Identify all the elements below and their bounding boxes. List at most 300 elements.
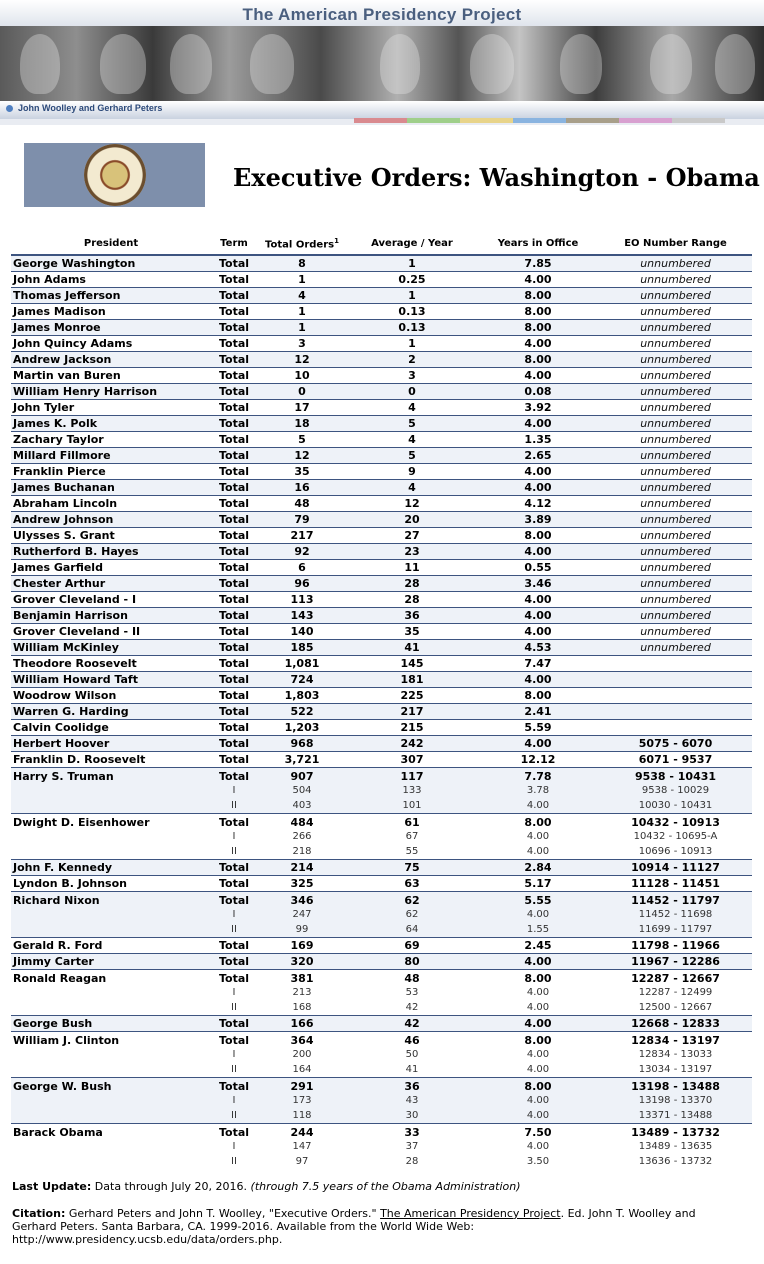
- table-row: [11, 576, 752, 592]
- years-in-office-cell: 1.35: [477, 432, 599, 448]
- eo-range-cell: unnumbered: [599, 496, 752, 512]
- term-cell: Total: [211, 892, 257, 908]
- total-orders-cell: 218: [292, 846, 312, 858]
- president-name: Abraham Lincoln: [11, 496, 211, 512]
- total-orders-cell: 1,081: [257, 656, 347, 672]
- color-tab[interactable]: [672, 118, 725, 123]
- eo-range-cell: 13198 - 13488: [599, 1078, 752, 1094]
- site-title[interactable]: The American Presidency Project: [0, 0, 764, 26]
- eo-range-cell: 10432 - 10695-A: [633, 831, 718, 843]
- average-per-year-cell: 75: [347, 860, 477, 876]
- president-name: William J. Clinton: [11, 1032, 211, 1048]
- eo-range-cell: 13636 - 13732: [638, 1156, 713, 1168]
- page-header: [0, 125, 764, 235]
- total-orders-cell: 403: [257, 799, 347, 814]
- average-per-year-cell: 35: [347, 624, 477, 640]
- eo-range-cell: 13198 - 13370: [599, 1094, 752, 1109]
- years-in-office-cell: 4.00: [477, 799, 599, 814]
- average-per-year-cell: 46: [347, 1032, 477, 1048]
- president-name: Zachary Taylor: [11, 432, 211, 448]
- total-orders-cell: 166: [257, 1016, 347, 1032]
- page-title: Executive Orders: Washington - Obama: [233, 163, 760, 192]
- total-orders-cell: 364: [257, 1032, 347, 1048]
- eo-range-cell: unnumbered: [599, 560, 752, 576]
- table-row: [11, 970, 752, 986]
- term-cell: Total: [211, 970, 257, 986]
- average-per-year-cell: 0.25: [347, 272, 477, 288]
- years-in-office-cell: 8.00: [477, 970, 599, 986]
- eo-range-cell: 12668 - 12833: [599, 1016, 752, 1032]
- years-in-office-cell: 4.00: [477, 480, 599, 496]
- total-orders-cell: 143: [257, 608, 347, 624]
- president-name: James Monroe: [11, 320, 211, 336]
- total-orders-cell: 346: [257, 892, 347, 908]
- years-in-office-cell: 5.59: [477, 720, 599, 736]
- eo-range-cell: 9538 - 10431: [599, 768, 752, 784]
- eo-range-cell: 13034 - 13197: [638, 1064, 713, 1076]
- header-average: Average / Year: [347, 235, 477, 255]
- average-per-year-cell: 69: [347, 938, 477, 954]
- color-tab[interactable]: [460, 118, 513, 123]
- total-orders-cell: 522: [257, 704, 347, 720]
- total-orders-cell: 1,803: [257, 688, 347, 704]
- eo-range-cell: 9538 - 10029: [599, 784, 752, 799]
- eo-range-cell: 10914 - 11127: [599, 860, 752, 876]
- total-orders-cell: 3: [257, 336, 347, 352]
- years-in-office-cell: 5.55: [477, 892, 599, 908]
- president-name: Martin van Buren: [11, 368, 211, 384]
- last-update-label: Last Update:: [12, 1179, 92, 1193]
- term-cell: Total: [211, 464, 257, 480]
- eo-range-cell: [599, 704, 752, 720]
- color-tab[interactable]: [513, 118, 566, 123]
- years-in-office-cell: 0.08: [477, 384, 599, 400]
- term-subrow: [11, 799, 752, 814]
- eo-range-cell: [599, 688, 752, 704]
- years-in-office-cell: 3.78: [477, 784, 599, 799]
- eo-range-cell: 12287 - 12499: [638, 987, 713, 999]
- table-row: [11, 892, 752, 908]
- years-in-office-cell: 12.12: [477, 752, 599, 768]
- table-row: [11, 954, 752, 970]
- average-per-year-cell: 117: [347, 768, 477, 784]
- term-cell: Total: [211, 704, 257, 720]
- term-cell: Total: [211, 255, 257, 272]
- table-row: [11, 814, 752, 830]
- total-orders-cell: 504: [257, 784, 347, 799]
- average-per-year-cell: 28: [405, 1156, 419, 1168]
- table-body: [11, 255, 752, 1170]
- empty-cell: [11, 1109, 211, 1124]
- years-in-office-cell: 4.00: [477, 1109, 599, 1124]
- years-in-office-cell: 3.92: [477, 400, 599, 416]
- term-cell: Total: [211, 352, 257, 368]
- president-name: William Howard Taft: [11, 672, 211, 688]
- years-in-office-cell: 8.00: [477, 320, 599, 336]
- term-cell: Total: [211, 448, 257, 464]
- term-cell: II: [231, 1156, 237, 1168]
- average-per-year-cell: 62: [347, 908, 477, 923]
- years-in-office-cell: 4.00: [526, 831, 550, 843]
- term-cell: II: [211, 1109, 257, 1124]
- term-cell: Total: [211, 592, 257, 608]
- empty-cell: [11, 1048, 211, 1063]
- average-per-year-cell: 61: [347, 814, 477, 830]
- years-in-office-cell: 2.65: [477, 448, 599, 464]
- empty-cell: [11, 1140, 211, 1155]
- total-orders-cell: 164: [292, 1064, 312, 1076]
- eo-range-cell: unnumbered: [599, 272, 752, 288]
- citation-pre: Gerhard Peters and John T. Woolley, "Executive Orders.": [68, 1206, 377, 1220]
- term-subrow: [11, 1063, 752, 1078]
- total-orders-cell: 79: [257, 512, 347, 528]
- table-row: [11, 592, 752, 608]
- total-orders-cell: 185: [257, 640, 347, 656]
- average-per-year-cell: 37: [405, 1141, 419, 1153]
- table-row: [11, 860, 752, 876]
- executive-orders-table: [11, 235, 752, 1170]
- table-row: [11, 1016, 752, 1032]
- average-per-year-cell: 0.13: [347, 320, 477, 336]
- header-term: Term: [211, 235, 257, 255]
- table-row: [11, 528, 752, 544]
- years-in-office-cell: 4.00: [526, 1141, 550, 1153]
- term-cell: Total: [211, 368, 257, 384]
- total-orders-cell: 140: [257, 624, 347, 640]
- eo-range-cell: 11452 - 11797: [599, 892, 752, 908]
- president-name: Grover Cleveland - II: [11, 624, 211, 640]
- years-in-office-cell: 4.00: [477, 592, 599, 608]
- average-per-year-cell: 181: [347, 672, 477, 688]
- total-orders-cell: 18: [257, 416, 347, 432]
- average-per-year-cell: 101: [347, 799, 477, 814]
- total-orders-cell: 484: [257, 814, 347, 830]
- empty-cell: [11, 923, 211, 938]
- president-name: Millard Fillmore: [11, 448, 211, 464]
- eo-range-cell: 10030 - 10431: [599, 799, 752, 814]
- header-total-footnote[interactable]: 1: [334, 237, 339, 245]
- eo-range-cell: 12834 - 13033: [638, 1049, 713, 1061]
- eo-range-cell: 11128 - 11451: [599, 876, 752, 892]
- header-total: [257, 235, 347, 255]
- total-orders-cell: 214: [257, 860, 347, 876]
- eo-range-cell: unnumbered: [599, 512, 752, 528]
- average-per-year-cell: 5: [347, 448, 477, 464]
- presidents-photo-collage: [0, 26, 764, 102]
- term-cell: Total: [211, 954, 257, 970]
- footer: [12, 1180, 742, 1246]
- table-row: [11, 688, 752, 704]
- president-name: Lyndon B. Johnson: [11, 876, 211, 892]
- years-in-office-cell: 8.00: [477, 814, 599, 830]
- years-in-office-cell: 8.00: [477, 288, 599, 304]
- term-subrow: [11, 1094, 752, 1109]
- president-name: George W. Bush: [11, 1078, 211, 1094]
- table-row: [11, 876, 752, 892]
- years-in-office-cell: 4.00: [477, 336, 599, 352]
- eo-range-cell: unnumbered: [599, 464, 752, 480]
- years-in-office-cell: 4.00: [526, 1064, 550, 1076]
- total-orders-cell: 724: [257, 672, 347, 688]
- term-cell: Total: [211, 576, 257, 592]
- eo-range-cell: 11798 - 11966: [599, 938, 752, 954]
- total-orders-cell: 320: [257, 954, 347, 970]
- average-per-year-cell: 12: [347, 496, 477, 512]
- eo-range-cell: 13489 - 13732: [599, 1124, 752, 1140]
- term-cell: II: [231, 846, 237, 858]
- eo-range-cell: unnumbered: [599, 576, 752, 592]
- term-cell: Total: [211, 640, 257, 656]
- term-cell: I: [211, 1094, 257, 1109]
- eo-range-cell: unnumbered: [599, 544, 752, 560]
- total-orders-cell: 968: [257, 736, 347, 752]
- term-cell: II: [231, 1002, 237, 1014]
- president-name: Ronald Reagan: [11, 970, 211, 986]
- term-cell: Total: [211, 272, 257, 288]
- average-per-year-cell: 36: [347, 608, 477, 624]
- term-cell: I: [232, 1141, 236, 1153]
- president-name: John F. Kennedy: [11, 860, 211, 876]
- eo-range-cell: unnumbered: [599, 624, 752, 640]
- last-update: [12, 1180, 742, 1193]
- table-row: [11, 768, 752, 784]
- total-orders-cell: 266: [292, 831, 312, 843]
- color-tab[interactable]: [407, 118, 460, 123]
- years-in-office-cell: 8.00: [477, 1032, 599, 1048]
- eo-range-cell: unnumbered: [599, 400, 752, 416]
- average-per-year-cell: 30: [347, 1109, 477, 1124]
- years-in-office-cell: 8.00: [477, 528, 599, 544]
- total-orders-cell: 3,721: [257, 752, 347, 768]
- table-row: [11, 736, 752, 752]
- average-per-year-cell: 28: [347, 576, 477, 592]
- average-per-year-cell: 23: [347, 544, 477, 560]
- table-row: [11, 448, 752, 464]
- president-name: Jimmy Carter: [11, 954, 211, 970]
- president-name: Grover Cleveland - I: [11, 592, 211, 608]
- average-per-year-cell: 0: [347, 384, 477, 400]
- term-cell: I: [211, 784, 257, 799]
- eo-range-cell: 10432 - 10913: [599, 814, 752, 830]
- total-orders-cell: 12: [257, 448, 347, 464]
- empty-cell: [11, 784, 211, 799]
- years-in-office-cell: 2.84: [477, 860, 599, 876]
- term-cell: Total: [211, 938, 257, 954]
- table-row: [11, 255, 752, 272]
- total-orders-cell: 325: [257, 876, 347, 892]
- table-row: [11, 560, 752, 576]
- years-in-office-cell: 8.00: [477, 352, 599, 368]
- total-orders-cell: 169: [257, 938, 347, 954]
- years-in-office-cell: 4.00: [526, 846, 550, 858]
- table-row: [11, 336, 752, 352]
- term-cell: Total: [211, 656, 257, 672]
- table-row: [11, 480, 752, 496]
- citation-link[interactable]: The American Presidency Project: [380, 1206, 561, 1220]
- total-orders-cell: 1: [257, 304, 347, 320]
- eo-range-cell: unnumbered: [599, 320, 752, 336]
- table-row: [11, 496, 752, 512]
- site-authors[interactable]: [6, 103, 162, 113]
- years-in-office-cell: 4.00: [477, 954, 599, 970]
- table-row: [11, 938, 752, 954]
- table-row: [11, 400, 752, 416]
- average-per-year-cell: 225: [347, 688, 477, 704]
- average-per-year-cell: 0.13: [347, 304, 477, 320]
- years-in-office-cell: 3.46: [477, 576, 599, 592]
- color-tab[interactable]: [354, 118, 407, 123]
- table-row: [11, 304, 752, 320]
- total-orders-cell: 291: [257, 1078, 347, 1094]
- eo-range-cell: unnumbered: [599, 288, 752, 304]
- table-row: [11, 352, 752, 368]
- average-per-year-cell: 28: [347, 592, 477, 608]
- years-in-office-cell: 4.00: [526, 1002, 550, 1014]
- years-in-office-cell: 3.50: [526, 1156, 550, 1168]
- term-cell: Total: [211, 288, 257, 304]
- president-name: Herbert Hoover: [11, 736, 211, 752]
- eo-range-cell: [599, 672, 752, 688]
- average-per-year-cell: 215: [347, 720, 477, 736]
- empty-cell: [11, 830, 211, 845]
- total-orders-cell: 99: [257, 923, 347, 938]
- average-per-year-cell: 33: [347, 1124, 477, 1140]
- president-name: Harry S. Truman: [11, 768, 211, 784]
- total-orders-cell: 168: [292, 1002, 312, 1014]
- years-in-office-cell: 4.00: [477, 736, 599, 752]
- eo-range-cell: [599, 656, 752, 672]
- term-subrow: [11, 908, 752, 923]
- president-name: John Adams: [11, 272, 211, 288]
- president-name: Barack Obama: [11, 1124, 211, 1140]
- average-per-year-cell: 55: [405, 846, 419, 858]
- years-in-office-cell: 4.00: [477, 1016, 599, 1032]
- president-name: Dwight D. Eisenhower: [11, 814, 211, 830]
- total-orders-cell: 35: [257, 464, 347, 480]
- total-orders-cell: 16: [257, 480, 347, 496]
- total-orders-cell: 147: [292, 1141, 312, 1153]
- term-cell: Total: [211, 814, 257, 830]
- average-per-year-cell: 133: [347, 784, 477, 799]
- color-tab[interactable]: [566, 118, 619, 123]
- president-name: Richard Nixon: [11, 892, 211, 908]
- president-name: James Buchanan: [11, 480, 211, 496]
- term-cell: I: [232, 1049, 236, 1061]
- table-row: [11, 384, 752, 400]
- total-orders-cell: 0: [257, 384, 347, 400]
- table-row: [11, 640, 752, 656]
- average-per-year-cell: 48: [347, 970, 477, 986]
- eo-range-cell: 10696 - 10913: [638, 846, 713, 858]
- total-orders-cell: 113: [257, 592, 347, 608]
- average-per-year-cell: 43: [347, 1094, 477, 1109]
- total-orders-cell: 1: [257, 272, 347, 288]
- years-in-office-cell: 5.17: [477, 876, 599, 892]
- term-subrow: [11, 1048, 752, 1063]
- empty-cell: [11, 1063, 211, 1078]
- eo-range-cell: 11967 - 12286: [599, 954, 752, 970]
- eo-range-cell: 13371 - 13488: [599, 1109, 752, 1124]
- eo-range-cell: 12500 - 12667: [638, 1002, 713, 1014]
- years-in-office-cell: 8.00: [477, 304, 599, 320]
- table-row: [11, 608, 752, 624]
- total-orders-cell: 8: [257, 255, 347, 272]
- term-cell: Total: [211, 496, 257, 512]
- header-president: President: [11, 235, 211, 255]
- years-in-office-cell: 4.00: [526, 1049, 550, 1061]
- president-name: James Garfield: [11, 560, 211, 576]
- term-cell: Total: [211, 528, 257, 544]
- total-orders-cell: 381: [257, 970, 347, 986]
- color-tab[interactable]: [619, 118, 672, 123]
- president-name: Benjamin Harrison: [11, 608, 211, 624]
- president-name: Thomas Jefferson: [11, 288, 211, 304]
- term-cell: Total: [211, 1124, 257, 1140]
- term-cell: Total: [211, 560, 257, 576]
- eo-range-cell: 6071 - 9537: [599, 752, 752, 768]
- empty-cell: [11, 1094, 211, 1109]
- president-name: George Washington: [11, 255, 211, 272]
- term-cell: Total: [211, 1032, 257, 1048]
- eo-range-cell: 11452 - 11698: [599, 908, 752, 923]
- eo-range-cell: 5075 - 6070: [599, 736, 752, 752]
- header-total-label: Total Orders: [265, 239, 335, 251]
- eo-range-cell: 13489 - 13635: [638, 1141, 713, 1153]
- presidential-seal-icon: [84, 144, 146, 206]
- president-name: Gerald R. Ford: [11, 938, 211, 954]
- average-per-year-cell: 11: [347, 560, 477, 576]
- term-cell: Total: [211, 608, 257, 624]
- average-per-year-cell: 41: [405, 1064, 419, 1076]
- total-orders-cell: 4: [257, 288, 347, 304]
- term-cell: Total: [211, 688, 257, 704]
- average-per-year-cell: 41: [347, 640, 477, 656]
- table-row: [11, 368, 752, 384]
- total-orders-cell: 92: [257, 544, 347, 560]
- years-in-office-cell: 8.00: [477, 688, 599, 704]
- term-subrow: [11, 1001, 752, 1016]
- empty-cell: [11, 799, 211, 814]
- total-orders-cell: 217: [257, 528, 347, 544]
- seal-panel: [24, 143, 205, 207]
- total-orders-cell: 10: [257, 368, 347, 384]
- term-subrow: [11, 1140, 752, 1155]
- table-row: [11, 704, 752, 720]
- total-orders-cell: 6: [257, 560, 347, 576]
- years-in-office-cell: 7.50: [477, 1124, 599, 1140]
- table-row: [11, 672, 752, 688]
- years-in-office-cell: 4.00: [477, 272, 599, 288]
- years-in-office-cell: 4.00: [477, 368, 599, 384]
- term-cell: Total: [211, 860, 257, 876]
- color-tabs: [354, 118, 725, 123]
- total-orders-cell: 200: [292, 1049, 312, 1061]
- average-per-year-cell: 4: [347, 480, 477, 496]
- term-subrow: [11, 923, 752, 938]
- years-in-office-cell: 4.00: [477, 544, 599, 560]
- president-name: Theodore Roosevelt: [11, 656, 211, 672]
- term-cell: I: [232, 831, 236, 843]
- total-orders-cell: 17: [257, 400, 347, 416]
- average-per-year-cell: 145: [347, 656, 477, 672]
- years-in-office-cell: 2.41: [477, 704, 599, 720]
- term-cell: Total: [211, 544, 257, 560]
- years-in-office-cell: 7.85: [477, 255, 599, 272]
- years-in-office-cell: 4.00: [477, 464, 599, 480]
- term-cell: II: [211, 799, 257, 814]
- term-cell: Total: [211, 320, 257, 336]
- president-name: James K. Polk: [11, 416, 211, 432]
